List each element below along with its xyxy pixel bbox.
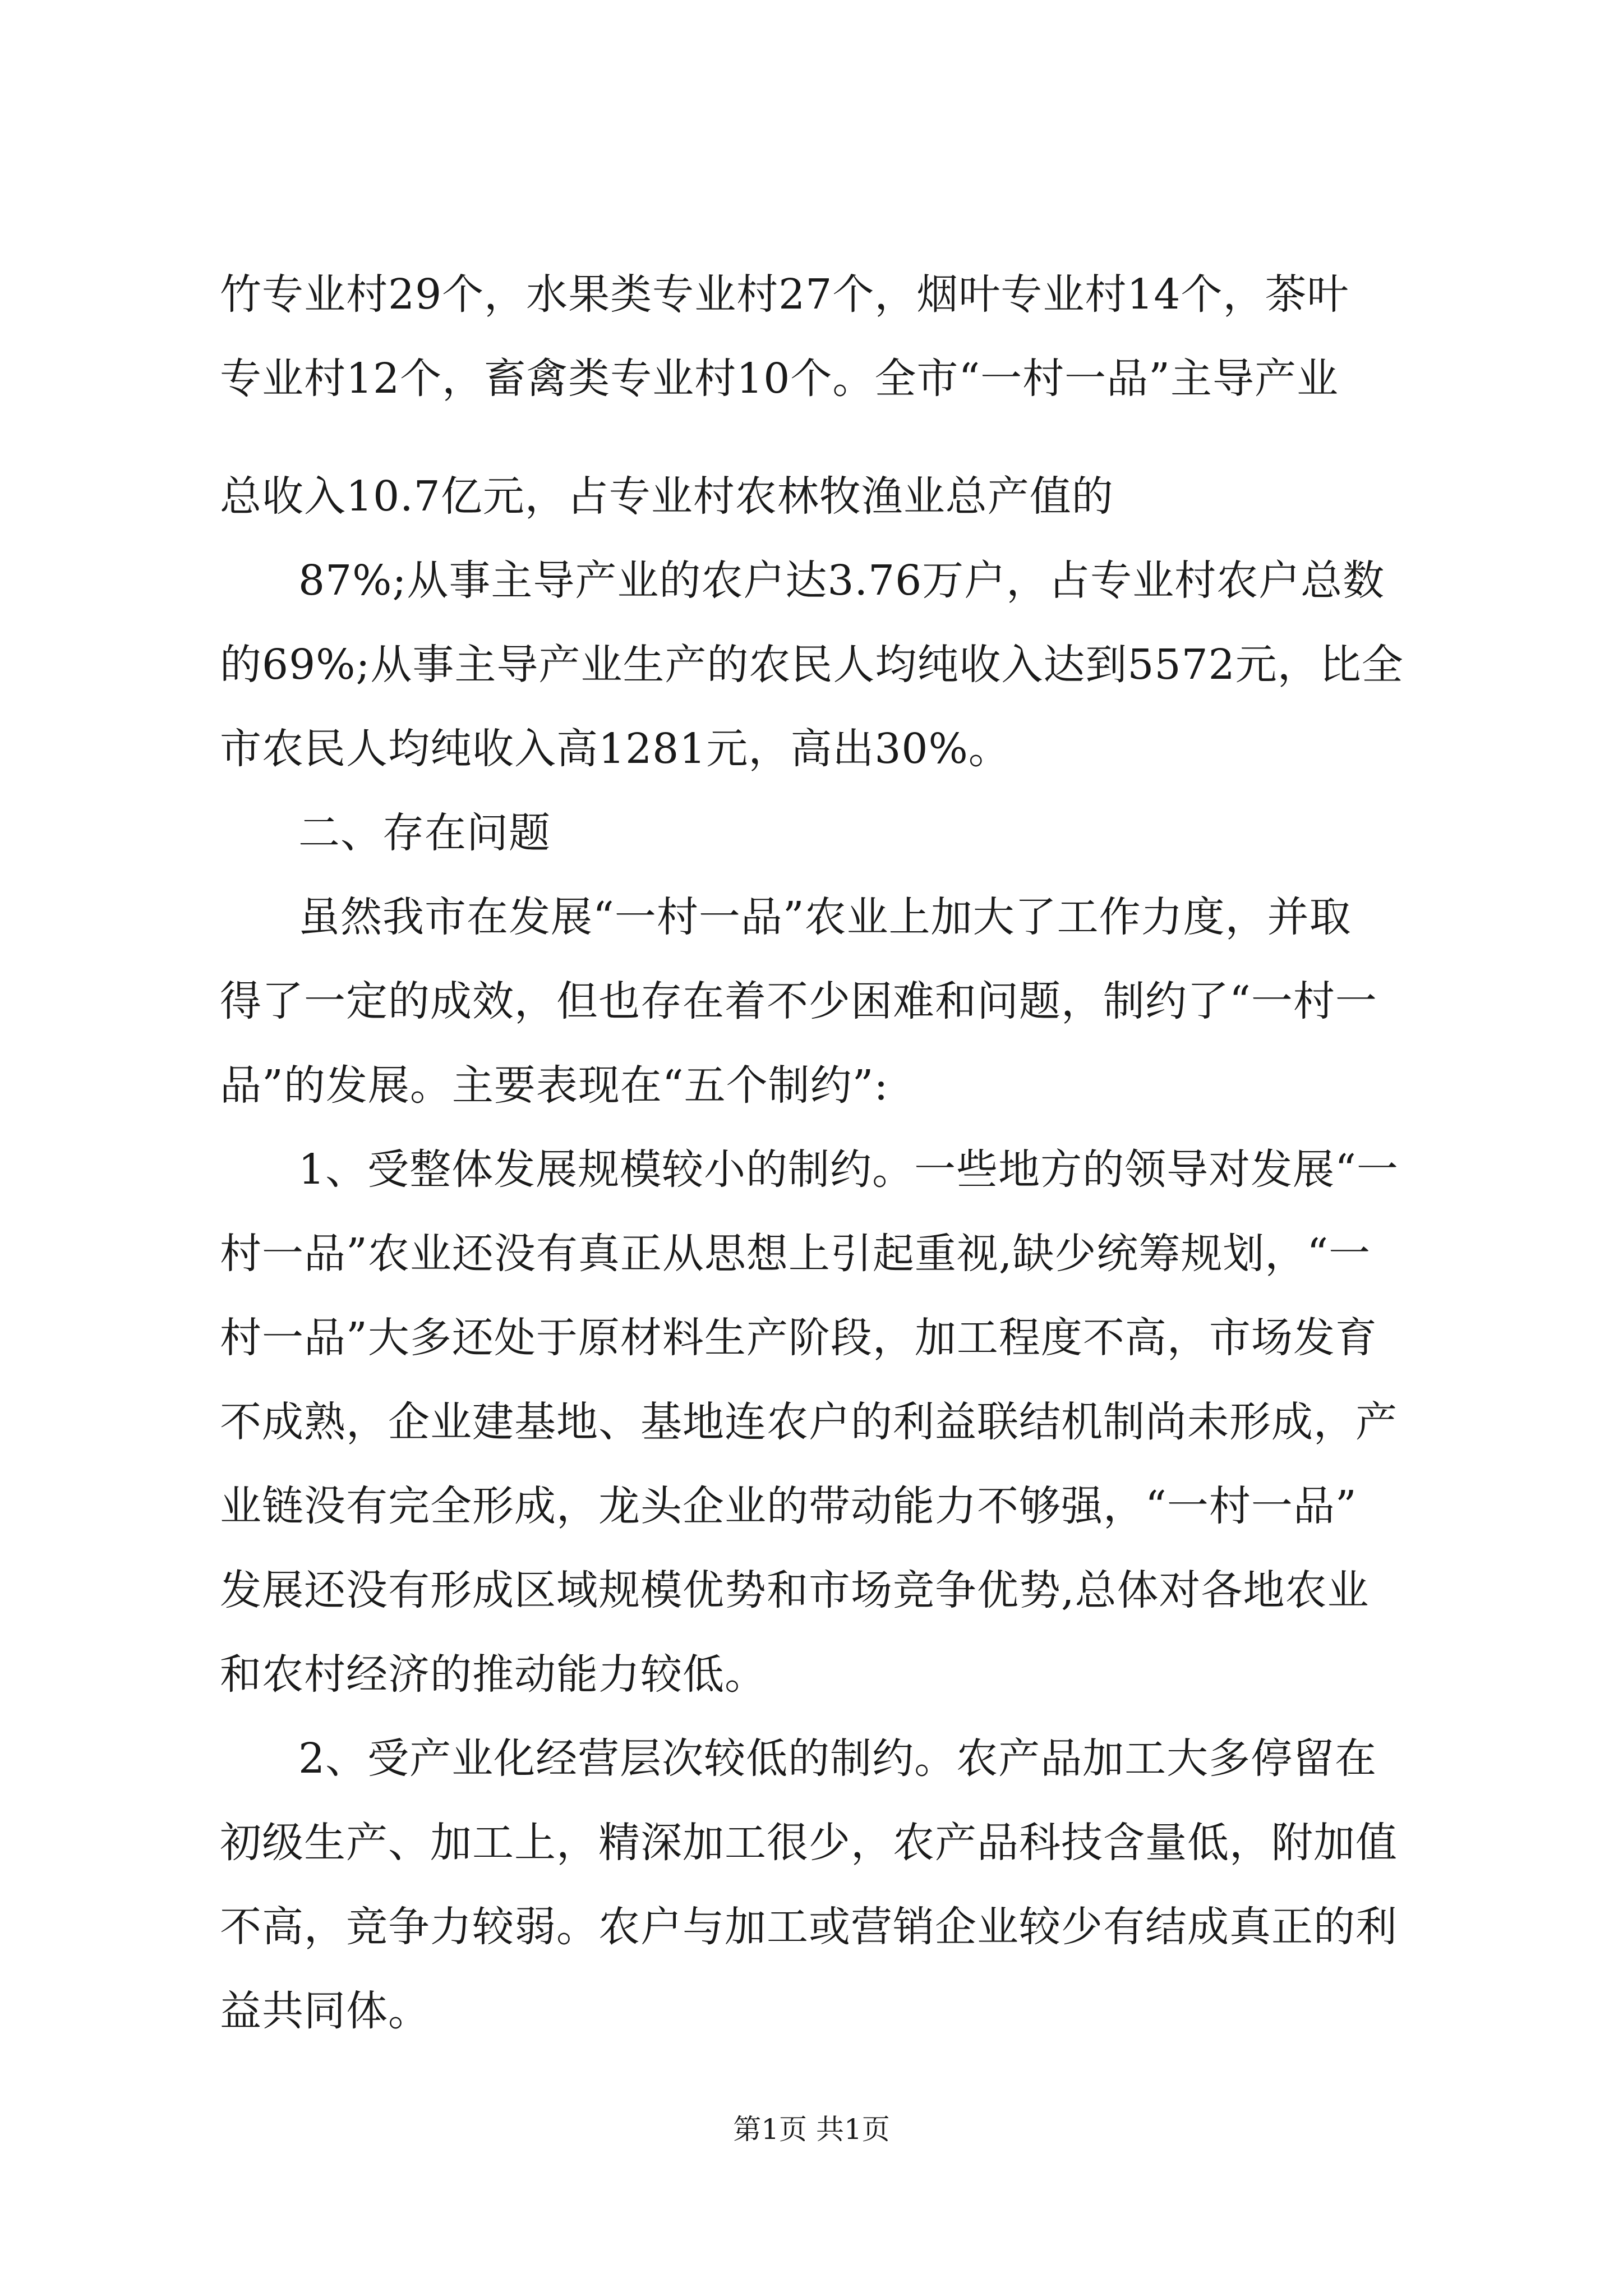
text-line-6: 市农民人均纯收入高1281元，高出30%。 — [220, 725, 1011, 773]
text-line-12: 村一品”农业还没有真正从思想上引起重视,缺少统筹规划，“一 — [220, 1230, 1371, 1278]
page-number-footer: 第1页 共1页 — [733, 2113, 890, 2146]
text-line-19: 初级生产、加工上，精深加工很少，农产品科技含量低，附加值 — [220, 1819, 1398, 1867]
text-line-4: 87%;从事主导产业的农户达3.76万户，占专业村农户总数 — [298, 556, 1385, 605]
text-line-18: 2、受产业化经营层次较低的制约。农产品加工大多停留在 — [298, 1734, 1377, 1783]
section-heading: 二、存在问题 — [298, 809, 551, 857]
text-line-9: 得了一定的成效，但也存在着不少困难和问题，制约了“一村一 — [220, 977, 1377, 1025]
text-line-13: 村一品”大多还处于原材料生产阶段，加工程度不高，市场发育 — [220, 1314, 1377, 1362]
text-line-10: 品”的发展。主要表现在“五个制约”: — [220, 1061, 889, 1110]
text-line-15: 业链没有完全形成，龙头企业的带动能力不够强，“一村一品” — [220, 1482, 1357, 1530]
text-line-17: 和农村经济的推动能力较低。 — [220, 1650, 767, 1699]
text-line-20: 不高，竞争力较弱。农户与加工或营销企业较少有结成真正的利 — [220, 1903, 1398, 1951]
text-line-16: 发展还没有形成区域规模优势和市场竞争优势,总体对各地农业 — [220, 1566, 1370, 1614]
text-line-3: 总收入10.7亿元，占专业村农林牧渔业总产值的 — [220, 472, 1114, 521]
text-line-8: 虽然我市在发展“一村一品”农业上加大了工作力度，并取 — [298, 893, 1352, 941]
text-line-5: 的69%;从事主导产业生产的农民人均纯收入达到5572元，比全 — [220, 641, 1404, 689]
text-line-2: 专业村12个，畜禽类专业村10个。全市“一村一品”主导产业 — [220, 355, 1339, 403]
text-line-21: 益共同体。 — [220, 1987, 430, 2035]
text-line-11: 1、受整体发展规模较小的制约。一些地方的领导对发展“一 — [298, 1145, 1399, 1194]
text-line-14: 不成熟，企业建基地、基地连农户的利益联结机制尚未形成，产 — [220, 1398, 1398, 1446]
text-line-1: 竹专业村29个，水果类专业村27个，烟叶专业村14个，茶叶 — [220, 270, 1349, 319]
